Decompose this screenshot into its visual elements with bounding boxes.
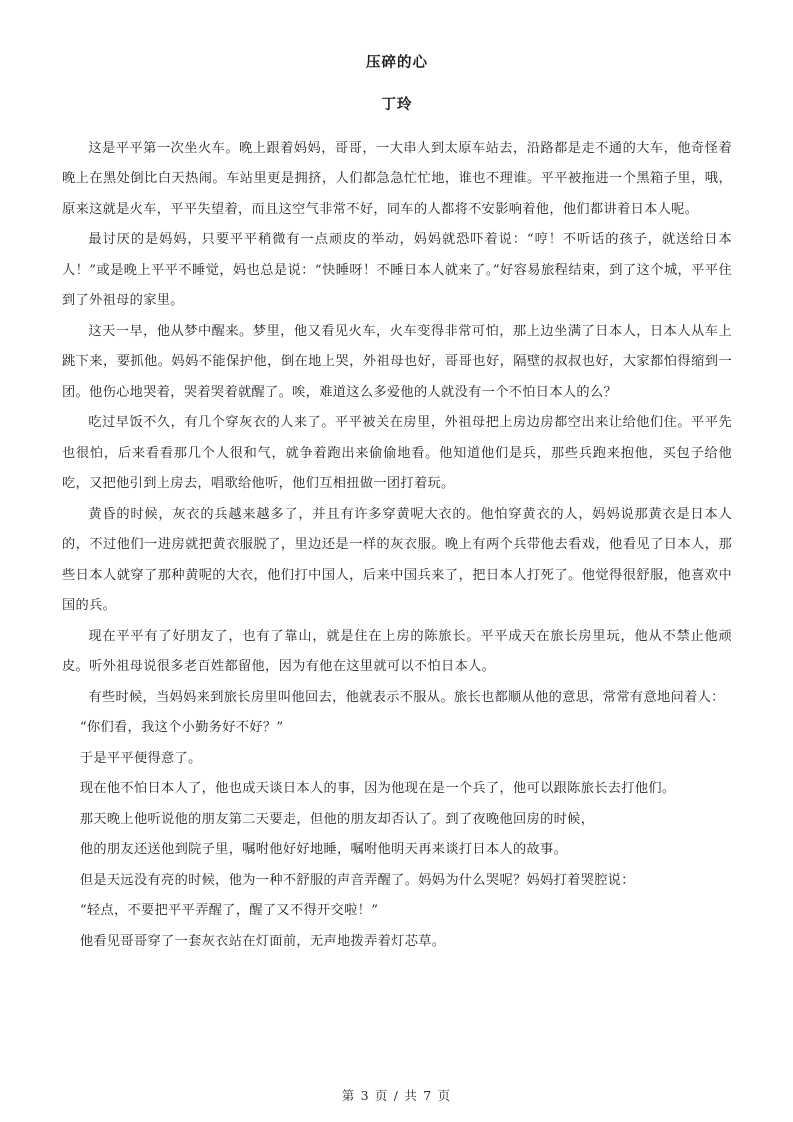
paragraph: 但是天远没有亮的时候，他为一种不舒服的声音弄醒了。妈妈为什么哭呢？妈妈打着哭腔说： — [79, 872, 635, 888]
paragraph: 有些时候，当妈妈来到旅长房里叫他回去，他就表示不服从。旅长也都顺从他的意思，常常有意地问着人： — [88, 689, 725, 705]
paragraph: 现在他不怕日本人了，他也成天谈日本人的事，因为他现在是一个兵了，他可以跟陈旅长去打他们。 — [79, 781, 676, 796]
paragraph-dialogue: “你们看，我这个小勤务好不好？” — [79, 720, 284, 735]
paragraph: 吃过早饭不久，有几个穿灰衣的人来了。平平被关在房里，外祖母把上房边房都空出来让给他们住。平平先也很怕，后来看看那几个人很和气，就争着跑出来偷偷地看。他知道他们是兵，那些兵跑来抱他，买包子给他吃，又把他引到上房去，唱歌给他听，他们互相扭做一团打着玩。 — [62, 415, 732, 491]
author-name: 丁玲 — [381, 95, 413, 113]
paragraph: 这是平平第一次坐火车。晚上跟着妈妈，哥哥，一大串人到太原车站去，沿路都是走不通的大车，他奇怪着晚上在黑处倒比白天热闹。车站里更是拥挤，人们都急急忙忙地，谁也不理谁。平平被拖进一个黑箱子里，哦，原来这就是火车，平平失望着，而且这空气非常不好，同车的人都将不安影响着他，他们都讲着日本人呢。 — [62, 140, 732, 217]
page-footer — [0, 1086, 793, 1104]
paragraph: 于是平平便得意了。 — [79, 750, 202, 766]
paragraph: 他看见哥哥穿了一套灰衣站在灯面前，无声地拨弄着灯芯草。 — [79, 933, 446, 949]
page-number-label: 第 3 页 / 共 7 页 — [341, 1088, 452, 1103]
document-body — [62, 52, 732, 957]
paragraph-dialogue: “轻点，不要把平平弄醒了，醒了又不得开交啦！” — [79, 903, 379, 918]
paragraph: 他的朋友还送他到院子里，嘱咐他好好地睡，嘱咐他明天再来谈打日本人的故事。 — [79, 842, 568, 857]
paragraph: 这天一早，他从梦中醒来。梦里，他又看见火车，火车变得非常可怕，那上边坐满了日本人，日本人从车上跳下来，要抓他。妈妈不能保护他，倒在地上哭，外祖母也好，哥哥也好，隔壁的叔叔也好，大家都怕得缩到一团。他伤心地哭着，哭着哭着就醒了。唉，难道这么多爱他的人就没有一个不怕日本人的么？ — [62, 323, 732, 400]
paragraph: 黄昏的时候，灰衣的兵越来越多了，并且有许多穿黄呢大衣的。他怕穿黄衣的人，妈妈说那黄衣是日本人的，不过他们一进房就把黄衣服脱了，里边还是一样的灰衣服。晚上有两个兵带他去看戏，他看见了日本人，那些日本人就穿了那种黄呢的大衣，他们打中国人，后来中国兵来了，把日本人打死了。他觉得很舒服，他喜欢中国的兵。 — [62, 506, 732, 613]
paragraph: 那天晚上他听说他的朋友第二天要走，但他的朋友却否认了。到了夜晚他回房的时候， — [79, 811, 595, 827]
page-title: 压碎的心 — [366, 54, 428, 71]
paragraph: 最讨厌的是妈妈，只要平平稍微有一点顽皮的举动，妈妈就恐吓着说：“哼！不听话的孩子，就送给日本人！”或是晚上平平不睡觉，妈也总是说：“快睡呀！不睡日本人就来了。”好容易旅程结束，到了这个城，平平住到了外祖母的家里。 — [62, 232, 732, 308]
paragraph: 现在平平有了好朋友了，也有了靠山，就是住在上房的陈旅长。平平成天在旅长房里玩，他从不禁止他顽皮。听外祖母说很多老百姓都留他，因为有他在这里就可以不怕日本人。 — [62, 628, 732, 674]
